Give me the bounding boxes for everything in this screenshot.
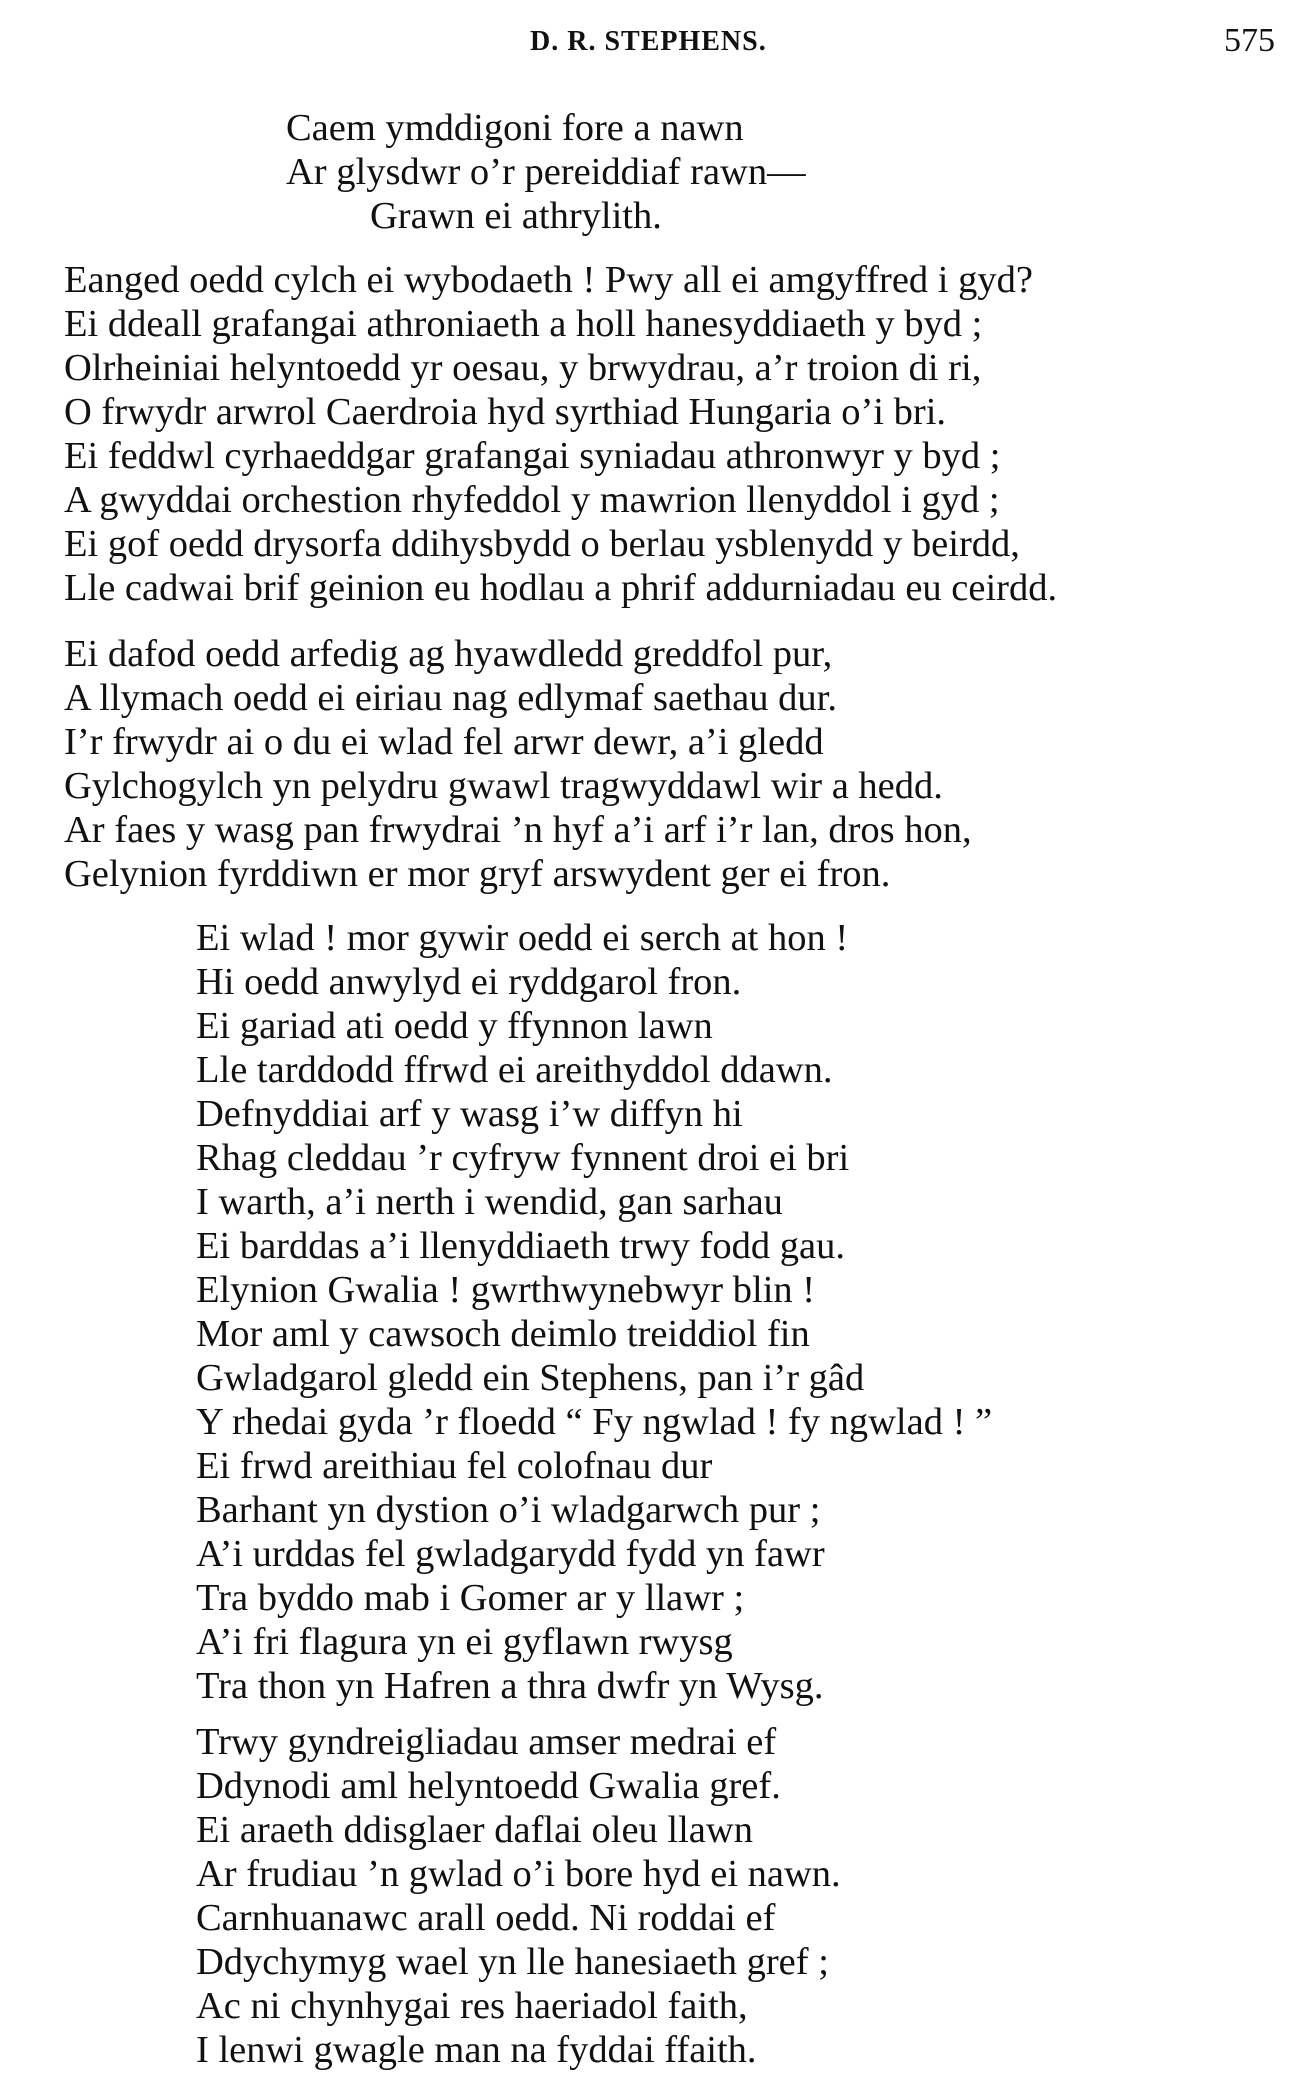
verse-line: Lle tarddodd ffrwd ei areithyddol ddawn. <box>196 1049 833 1091</box>
verse-line: Ei ddeall grafangai athroniaeth a holl hanesyddiaeth y byd ; <box>64 303 983 345</box>
verse-line: A’i urddas fel gwladgarydd fydd yn fawr <box>196 1533 825 1575</box>
verse-line: Ei wlad ! mor gywir oedd ei serch at hon ! <box>196 917 849 959</box>
verse-line: Grawn ei athrylith. <box>370 195 662 237</box>
verse-line: Tra byddo mab i Gomer ar y llawr ; <box>196 1577 745 1619</box>
verse-line: I’r frwydr ai o du ei wlad fel arwr dewr, a’i gledd <box>64 721 824 763</box>
verse-line: Gelynion fyrddiwn er mor gryf arswydent ger ei fron. <box>64 853 891 895</box>
verse-line: Ar faes y wasg pan frwydrai ’n hyf a’i arf i’r lan, dros hon, <box>64 809 972 851</box>
verse-line: Ei dafod oedd arfedig ag hyawdledd greddfol pur, <box>64 633 833 675</box>
verse-line: Elynion Gwalia ! gwrthwynebwyr blin ! <box>196 1269 816 1311</box>
verse-line: A’i fri flagura yn ei gyflawn rwysg <box>196 1621 733 1663</box>
verse-line: Barhant yn dystion o’i wladgarwch pur ; <box>196 1489 821 1531</box>
verse-line: Ei araeth ddisglaer daflai oleu llawn <box>196 1809 753 1851</box>
verse-line: Olrheiniai helyntoedd yr oesau, y brwydrau, a’r troion di ri, <box>64 347 982 389</box>
verse-line: Defnyddiai arf y wasg i’w diffyn hi <box>196 1093 743 1135</box>
verse-line: Rhag cleddau ’r cyfryw fynnent droi ei bri <box>196 1137 850 1179</box>
verse-line: Y rhedai gyda ’r floedd “ Fy ngwlad ! fy ngwlad ! ” <box>196 1401 993 1443</box>
verse-line: Ei barddas a’i llenyddiaeth trwy fodd gau. <box>196 1225 845 1267</box>
verse-line: A llymach oedd ei eiriau nag edlymaf saethau dur. <box>64 677 837 719</box>
verse-line: Ar frudiau ’n gwlad o’i bore hyd ei nawn. <box>196 1853 841 1895</box>
stanza <box>64 632 972 896</box>
verse-line: Ei gariad ati oedd y ffynnon lawn <box>196 1005 713 1047</box>
verse-line: A gwyddai orchestion rhyfeddol y mawrion llenyddol i gyd ; <box>64 479 1000 521</box>
verse-line: Ddynodi aml helyntoedd Gwalia gref. <box>196 1765 781 1807</box>
verse-line: Mor aml y cawsoch deimlo treiddiol fin <box>196 1313 810 1355</box>
verse-line: Trwy gyndreigliadau amser medrai ef <box>196 1721 777 1763</box>
verse-line: Carnhuanawc arall oedd. Ni roddai ef <box>196 1897 776 1939</box>
verse-line: I lenwi gwagle man na fyddai ffaith. <box>196 2029 757 2071</box>
page-number: 575 <box>1224 22 1275 59</box>
verse-line: Ei frwd areithiau fel colofnau dur <box>196 1445 713 1487</box>
verse-line: Caem ymddigoni fore a nawn <box>286 107 744 149</box>
verse-line: Ac ni chynhygai res haeriadol faith, <box>196 1985 748 2027</box>
verse-line: Gwladgarol gledd ein Stephens, pan i’r gâd <box>196 1357 865 1399</box>
verse-line: Hi oedd anwylyd ei ryddgarol fron. <box>196 961 742 1003</box>
verse-line: Ei gof oedd drysorfa ddihysbydd o berlau ysblenydd y beirdd, <box>64 523 1020 565</box>
verse-line: Tra thon yn Hafren a thra dwfr yn Wysg. <box>196 1665 824 1707</box>
verse-line: Lle cadwai brif geinion eu hodlau a phrif addurniadau eu ceirdd. <box>64 567 1058 609</box>
verse-line: I warth, a’i nerth i wendid, gan sarhau <box>196 1181 783 1223</box>
running-head: D. R. STEPHENS. <box>530 26 767 57</box>
page-header <box>0 22 1299 62</box>
verse-line: O frwydr arwrol Caerdroia hyd syrthiad Hungaria o’i bri. <box>64 391 947 433</box>
stanza <box>196 1720 841 2072</box>
stanza <box>196 916 992 1708</box>
verse-line: Ei feddwl cyrhaeddgar grafangai syniadau athronwyr y byd ; <box>64 435 1001 477</box>
stanza <box>64 258 1057 610</box>
verse-line: Ar glysdwr o’r pereiddiaf rawn— <box>286 151 806 193</box>
verse-line: Eanged oedd cylch ei wybodaeth ! Pwy all ei amgyffred i gyd? <box>64 259 1033 301</box>
stanza <box>286 106 806 238</box>
verse-line: Ddychymyg wael yn lle hanesiaeth gref ; <box>196 1941 829 1983</box>
verse-line: Gylchogylch yn pelydru gwawl tragwyddawl wir a hedd. <box>64 765 943 807</box>
